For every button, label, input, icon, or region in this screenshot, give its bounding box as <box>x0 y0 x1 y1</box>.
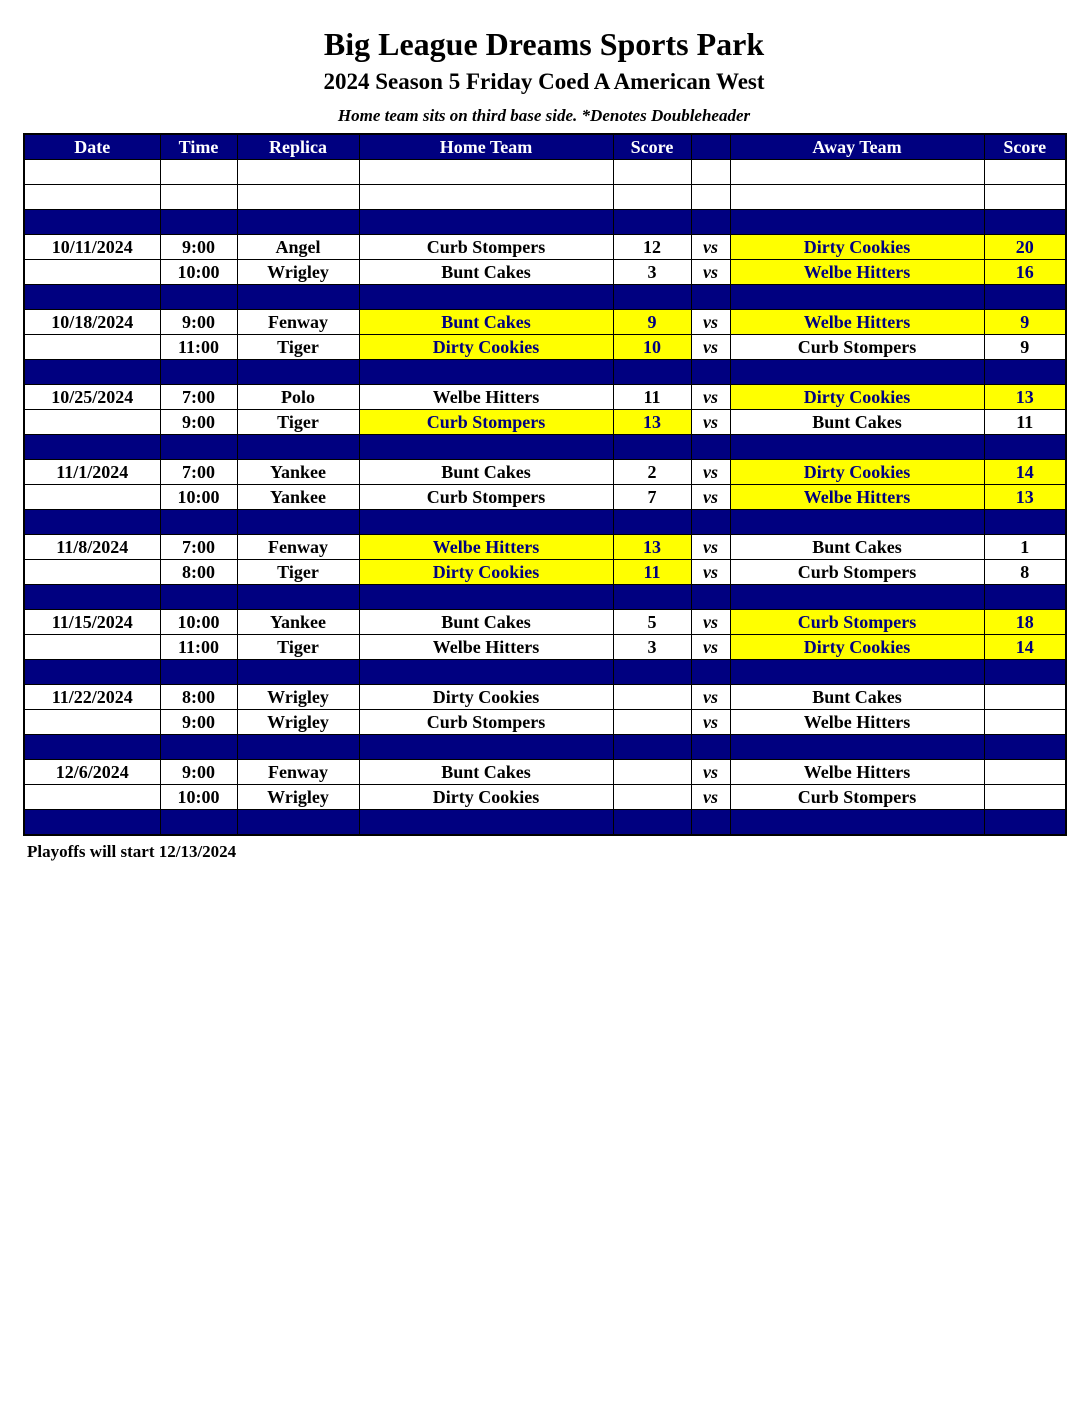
away-team-cell: Bunt Cakes <box>730 410 984 435</box>
separator-cell <box>160 735 237 760</box>
separator-cell <box>359 210 613 235</box>
date-cell <box>24 410 160 435</box>
home-score-cell <box>613 760 691 785</box>
game-row <box>24 710 1066 735</box>
date-cell: 11/1/2024 <box>24 460 160 485</box>
away-team-cell: Welbe Hitters <box>730 310 984 335</box>
away-team-cell: Curb Stompers <box>730 785 984 810</box>
game-row <box>24 335 1066 360</box>
page-note: Home team sits on third base side. *Denotes Doubleheader <box>337 106 751 125</box>
time-cell: 9:00 <box>160 710 237 735</box>
separator-cell <box>984 510 1066 535</box>
separator-cell <box>160 285 237 310</box>
separator-row <box>24 360 1066 385</box>
replica-cell: Yankee <box>237 610 359 635</box>
game-row <box>24 460 1066 485</box>
separator-row <box>24 585 1066 610</box>
separator-cell <box>237 585 359 610</box>
separator-cell <box>691 360 730 385</box>
separator-cell <box>160 360 237 385</box>
separator-row <box>24 435 1066 460</box>
replica-cell: Yankee <box>237 485 359 510</box>
home-score-cell: 2 <box>613 460 691 485</box>
home-team-cell: Bunt Cakes <box>359 460 613 485</box>
separator-cell <box>237 810 359 836</box>
home-team-cell: Curb Stompers <box>359 485 613 510</box>
separator-cell <box>160 210 237 235</box>
away-score-cell <box>984 785 1066 810</box>
date-cell: 12/6/2024 <box>24 760 160 785</box>
replica-cell: Tiger <box>237 635 359 660</box>
game-row <box>24 260 1066 285</box>
vs-cell: vs <box>691 710 730 735</box>
time-cell: 8:00 <box>160 560 237 585</box>
away-team-cell: Dirty Cookies <box>730 385 984 410</box>
game-row <box>24 410 1066 435</box>
vs-cell: vs <box>691 260 730 285</box>
separator-cell <box>160 510 237 535</box>
vs-cell: vs <box>691 635 730 660</box>
time-cell: 10:00 <box>160 260 237 285</box>
away-score-cell: 14 <box>984 635 1066 660</box>
blank-cell <box>613 160 691 185</box>
away-score-cell: 20 <box>984 235 1066 260</box>
away-score-cell: 9 <box>984 310 1066 335</box>
game-row <box>24 485 1066 510</box>
game-row <box>24 560 1066 585</box>
column-header-home-score: Score <box>613 134 691 160</box>
separator-cell <box>613 360 691 385</box>
time-cell: 9:00 <box>160 760 237 785</box>
blank-cell <box>730 160 984 185</box>
schedule-table <box>23 133 1067 836</box>
column-header-away-team: Away Team <box>730 134 984 160</box>
time-cell: 9:00 <box>160 410 237 435</box>
blank-cell <box>237 160 359 185</box>
separator-cell <box>613 735 691 760</box>
separator-cell <box>359 510 613 535</box>
game-row <box>24 635 1066 660</box>
game-row <box>24 785 1066 810</box>
separator-cell <box>730 435 984 460</box>
away-team-cell: Welbe Hitters <box>730 485 984 510</box>
separator-cell <box>359 435 613 460</box>
replica-cell: Wrigley <box>237 685 359 710</box>
blank-cell <box>160 160 237 185</box>
separator-cell <box>24 510 160 535</box>
away-team-cell: Curb Stompers <box>730 560 984 585</box>
separator-cell <box>613 660 691 685</box>
separator-cell <box>730 660 984 685</box>
separator-cell <box>613 435 691 460</box>
replica-cell: Tiger <box>237 335 359 360</box>
replica-cell: Fenway <box>237 535 359 560</box>
home-team-cell: Bunt Cakes <box>359 610 613 635</box>
time-cell: 10:00 <box>160 485 237 510</box>
blank-cell <box>613 185 691 210</box>
away-team-cell: Bunt Cakes <box>730 535 984 560</box>
playoffs-note: Playoffs will start 12/13/2024 <box>27 842 237 861</box>
game-row <box>24 535 1066 560</box>
away-team-cell: Bunt Cakes <box>730 685 984 710</box>
column-header-home-team: Home Team <box>359 134 613 160</box>
time-cell: 9:00 <box>160 235 237 260</box>
away-team-cell: Dirty Cookies <box>730 460 984 485</box>
replica-cell: Wrigley <box>237 785 359 810</box>
home-team-cell: Dirty Cookies <box>359 785 613 810</box>
separator-row <box>24 210 1066 235</box>
game-row <box>24 385 1066 410</box>
vs-cell: vs <box>691 310 730 335</box>
column-header-replica: Replica <box>237 134 359 160</box>
home-score-cell: 3 <box>613 260 691 285</box>
separator-cell <box>730 735 984 760</box>
vs-cell: vs <box>691 535 730 560</box>
blank-cell <box>691 185 730 210</box>
time-cell: 9:00 <box>160 310 237 335</box>
date-cell: 10/25/2024 <box>24 385 160 410</box>
separator-cell <box>359 585 613 610</box>
vs-cell: vs <box>691 760 730 785</box>
game-row <box>24 235 1066 260</box>
separator-cell <box>24 735 160 760</box>
schedule-body <box>24 160 1066 836</box>
separator-cell <box>359 285 613 310</box>
date-cell <box>24 785 160 810</box>
time-cell: 10:00 <box>160 785 237 810</box>
vs-cell: vs <box>691 485 730 510</box>
home-score-cell: 3 <box>613 635 691 660</box>
replica-cell: Tiger <box>237 560 359 585</box>
separator-cell <box>359 735 613 760</box>
separator-cell <box>359 660 613 685</box>
blank-cell <box>984 185 1066 210</box>
blank-cell <box>24 160 160 185</box>
separator-row <box>24 735 1066 760</box>
separator-row <box>24 810 1066 836</box>
away-score-cell: 16 <box>984 260 1066 285</box>
replica-cell: Polo <box>237 385 359 410</box>
separator-cell <box>24 810 160 836</box>
blank-cell <box>237 185 359 210</box>
separator-cell <box>613 585 691 610</box>
home-team-cell: Curb Stompers <box>359 410 613 435</box>
table-header-row <box>24 134 1066 160</box>
separator-cell <box>160 810 237 836</box>
away-score-cell: 18 <box>984 610 1066 635</box>
separator-cell <box>984 585 1066 610</box>
away-score-cell: 14 <box>984 460 1066 485</box>
date-cell: 11/22/2024 <box>24 685 160 710</box>
separator-cell <box>237 285 359 310</box>
away-team-cell: Welbe Hitters <box>730 260 984 285</box>
away-team-cell: Dirty Cookies <box>730 235 984 260</box>
separator-cell <box>613 210 691 235</box>
away-team-cell: Curb Stompers <box>730 610 984 635</box>
away-score-cell: 11 <box>984 410 1066 435</box>
date-cell <box>24 335 160 360</box>
away-score-cell: 1 <box>984 535 1066 560</box>
home-score-cell: 10 <box>613 335 691 360</box>
separator-cell <box>160 585 237 610</box>
separator-cell <box>730 360 984 385</box>
game-row <box>24 610 1066 635</box>
vs-cell: vs <box>691 560 730 585</box>
away-score-cell <box>984 710 1066 735</box>
blank-cell <box>984 160 1066 185</box>
away-team-cell: Dirty Cookies <box>730 635 984 660</box>
date-cell <box>24 710 160 735</box>
home-team-cell: Bunt Cakes <box>359 760 613 785</box>
page-title: Big League Dreams Sports Park <box>323 26 765 62</box>
home-score-cell <box>613 710 691 735</box>
separator-cell <box>359 360 613 385</box>
vs-cell: vs <box>691 460 730 485</box>
home-score-cell: 13 <box>613 410 691 435</box>
game-row <box>24 760 1066 785</box>
page-subtitle: 2024 Season 5 Friday Coed A American West <box>323 69 765 94</box>
replica-cell: Yankee <box>237 460 359 485</box>
separator-cell <box>691 735 730 760</box>
replica-cell: Wrigley <box>237 710 359 735</box>
blank-row <box>24 185 1066 210</box>
home-team-cell: Welbe Hitters <box>359 535 613 560</box>
separator-cell <box>984 810 1066 836</box>
separator-cell <box>691 585 730 610</box>
home-score-cell: 11 <box>613 385 691 410</box>
home-team-cell: Welbe Hitters <box>359 385 613 410</box>
time-cell: 8:00 <box>160 685 237 710</box>
separator-cell <box>24 585 160 610</box>
separator-row <box>24 285 1066 310</box>
away-score-cell: 13 <box>984 485 1066 510</box>
replica-cell: Angel <box>237 235 359 260</box>
separator-row <box>24 510 1066 535</box>
away-team-cell: Welbe Hitters <box>730 760 984 785</box>
game-row <box>24 310 1066 335</box>
separator-cell <box>984 210 1066 235</box>
blank-cell <box>359 160 613 185</box>
away-team-cell: Welbe Hitters <box>730 710 984 735</box>
away-score-cell: 13 <box>984 385 1066 410</box>
date-cell: 10/11/2024 <box>24 235 160 260</box>
separator-cell <box>691 510 730 535</box>
separator-cell <box>237 510 359 535</box>
separator-cell <box>613 285 691 310</box>
time-cell: 7:00 <box>160 385 237 410</box>
separator-cell <box>237 660 359 685</box>
separator-cell <box>24 210 160 235</box>
time-cell: 7:00 <box>160 535 237 560</box>
separator-cell <box>24 360 160 385</box>
separator-cell <box>691 810 730 836</box>
separator-cell <box>691 210 730 235</box>
separator-cell <box>730 810 984 836</box>
separator-cell <box>730 510 984 535</box>
game-row <box>24 685 1066 710</box>
separator-cell <box>984 435 1066 460</box>
away-team-cell: Curb Stompers <box>730 335 984 360</box>
blank-row <box>24 160 1066 185</box>
separator-cell <box>24 435 160 460</box>
separator-cell <box>730 210 984 235</box>
separator-cell <box>24 660 160 685</box>
away-score-cell <box>984 760 1066 785</box>
replica-cell: Wrigley <box>237 260 359 285</box>
home-team-cell: Dirty Cookies <box>359 335 613 360</box>
date-cell <box>24 560 160 585</box>
home-score-cell: 5 <box>613 610 691 635</box>
date-cell <box>24 635 160 660</box>
separator-cell <box>691 660 730 685</box>
separator-cell <box>237 435 359 460</box>
separator-cell <box>984 285 1066 310</box>
time-cell: 10:00 <box>160 610 237 635</box>
blank-cell <box>160 185 237 210</box>
home-team-cell: Dirty Cookies <box>359 685 613 710</box>
date-cell <box>24 485 160 510</box>
vs-cell: vs <box>691 410 730 435</box>
separator-cell <box>984 360 1066 385</box>
away-score-cell: 8 <box>984 560 1066 585</box>
separator-cell <box>237 360 359 385</box>
home-team-cell: Curb Stompers <box>359 235 613 260</box>
time-cell: 11:00 <box>160 635 237 660</box>
home-team-cell: Welbe Hitters <box>359 635 613 660</box>
date-cell <box>24 260 160 285</box>
column-header-date: Date <box>24 134 160 160</box>
separator-cell <box>730 285 984 310</box>
home-team-cell: Curb Stompers <box>359 710 613 735</box>
blank-cell <box>730 185 984 210</box>
vs-cell: vs <box>691 385 730 410</box>
separator-cell <box>359 810 613 836</box>
home-score-cell: 7 <box>613 485 691 510</box>
separator-cell <box>160 660 237 685</box>
date-cell: 11/15/2024 <box>24 610 160 635</box>
time-cell: 11:00 <box>160 335 237 360</box>
time-cell: 7:00 <box>160 460 237 485</box>
separator-cell <box>613 510 691 535</box>
separator-cell <box>984 735 1066 760</box>
home-score-cell: 13 <box>613 535 691 560</box>
blank-cell <box>359 185 613 210</box>
vs-cell: vs <box>691 685 730 710</box>
separator-cell <box>237 735 359 760</box>
away-score-cell <box>984 685 1066 710</box>
home-score-cell: 11 <box>613 560 691 585</box>
home-score-cell: 12 <box>613 235 691 260</box>
vs-cell: vs <box>691 610 730 635</box>
home-score-cell: 9 <box>613 310 691 335</box>
separator-cell <box>237 210 359 235</box>
away-score-cell: 9 <box>984 335 1066 360</box>
home-team-cell: Bunt Cakes <box>359 260 613 285</box>
home-team-cell: Dirty Cookies <box>359 560 613 585</box>
home-team-cell: Bunt Cakes <box>359 310 613 335</box>
separator-cell <box>160 435 237 460</box>
separator-cell <box>691 285 730 310</box>
vs-cell: vs <box>691 785 730 810</box>
column-header-away-score: Score <box>984 134 1066 160</box>
column-header-vs <box>691 134 730 160</box>
replica-cell: Fenway <box>237 760 359 785</box>
column-header-time: Time <box>160 134 237 160</box>
date-cell: 10/18/2024 <box>24 310 160 335</box>
replica-cell: Fenway <box>237 310 359 335</box>
separator-cell <box>730 585 984 610</box>
date-cell: 11/8/2024 <box>24 535 160 560</box>
home-score-cell <box>613 785 691 810</box>
separator-cell <box>613 810 691 836</box>
separator-cell <box>24 285 160 310</box>
blank-cell <box>24 185 160 210</box>
replica-cell: Tiger <box>237 410 359 435</box>
home-score-cell <box>613 685 691 710</box>
vs-cell: vs <box>691 235 730 260</box>
blank-cell <box>691 160 730 185</box>
separator-cell <box>691 435 730 460</box>
vs-cell: vs <box>691 335 730 360</box>
separator-cell <box>984 660 1066 685</box>
separator-row <box>24 660 1066 685</box>
